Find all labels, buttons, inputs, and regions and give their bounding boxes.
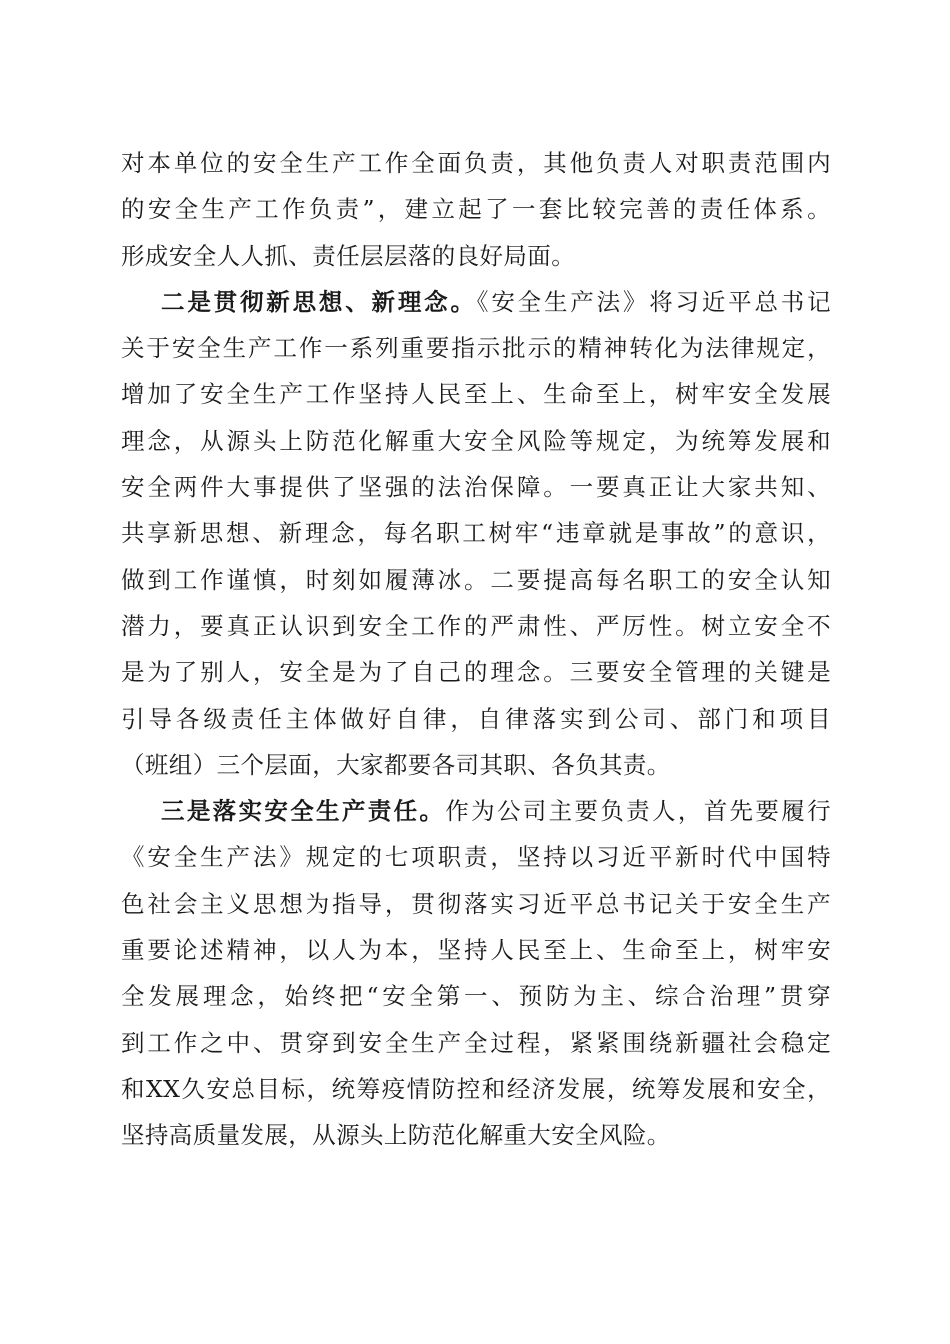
text-line: 引导各级责任主体做好自律，自律落实到公司、部门和项目 — [121, 704, 831, 733]
text-line: 和XX久安总目标，统筹疫情防控和经济发展，统筹发展和安全， — [121, 1074, 831, 1103]
text-line: 是为了别人，安全是为了自己的理念。三要安全管理的关键是 — [121, 658, 831, 687]
text-line: 增加了安全生产工作坚持人民至上、生命至上，树牢安全发展 — [121, 380, 831, 409]
text-line: 安全两件大事提供了坚强的法治保障。一要真正让大家共知、 — [121, 473, 831, 502]
text-line: 到工作之中、贯穿到安全生产全过程，紧紧围绕新疆社会稳定 — [121, 1028, 831, 1057]
paragraph-lead-heading: 二是贯彻新思想、新理念。 — [161, 287, 477, 316]
text-line: 形成安全人人抓、责任层层落的良好局面。 — [121, 241, 576, 270]
text-line: 重要论述精神，以人为本，坚持人民至上、生命至上，树牢安 — [121, 936, 831, 965]
text-line: 做到工作谨慎，时刻如履薄冰。二要提高每名职工的安全认知 — [121, 565, 831, 594]
text-line: （班组）三个层面，大家都要各司其职、各负其责。 — [121, 750, 671, 779]
text-line-first — [121, 279, 831, 325]
paragraph-2 — [121, 279, 831, 788]
text-line: 色社会主义思想为指导，贯彻落实习近平总书记关于安全生产 — [121, 889, 831, 918]
paragraph-3 — [121, 788, 831, 1158]
text-line: 理念，从源头上防范化解重大安全风险等规定，为统筹发展和 — [121, 426, 831, 455]
text-line: 共享新思想、新理念，每名职工树牢“违章就是事故”的意识， — [121, 519, 831, 548]
text-line: 《安全生产法》规定的七项职责，坚持以习近平新时代中国特 — [121, 843, 831, 872]
text-line: 潜力，要真正认识到安全工作的严肃性、严厉性。树立安全不 — [121, 611, 831, 640]
text-line: 的安全生产工作负责”，建立起了一套比较完善的责任体系。 — [121, 195, 831, 224]
text-line: 关于安全生产工作一系列重要指示批示的精神转化为法律规定， — [121, 334, 831, 363]
paragraph-1 — [121, 140, 831, 279]
text-line: 全发展理念，始终把“安全第一、预防为主、综合治理”贯穿 — [121, 982, 831, 1011]
text-line: 坚持高质量发展，从源头上防范化解重大安全风险。 — [121, 1121, 671, 1150]
text-run: 《安全生产法》将习近平总书记 — [476, 287, 831, 316]
document-page — [121, 140, 831, 1159]
text-line: 对本单位的安全生产工作全面负责，其他负责人对职责范围内 — [121, 149, 831, 177]
text-run: 作为公司主要负责人，首先要履行 — [445, 797, 831, 826]
text-line-first — [121, 788, 831, 834]
paragraph-lead-heading: 三是落实安全生产责任。 — [161, 797, 446, 826]
